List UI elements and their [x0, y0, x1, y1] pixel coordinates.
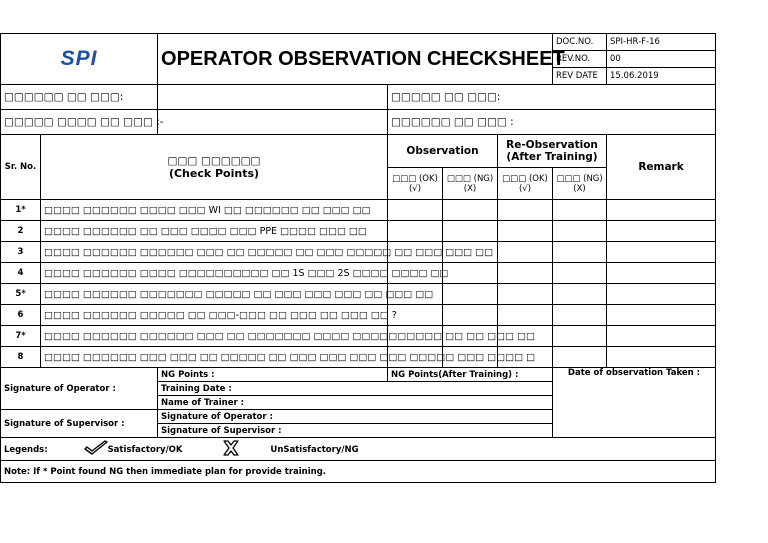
table-row — [1, 347, 716, 368]
sr-no-header: Sr. No. — [1, 135, 41, 200]
remark-cell[interactable] — [607, 221, 716, 242]
ng-points-label: NG Points : — [158, 368, 388, 382]
checksheet — [0, 33, 768, 483]
note-row: Note: If * Point found NG then immediate plan for provide training. — [1, 461, 716, 483]
remark-cell[interactable] — [607, 242, 716, 263]
obs-ng-cell[interactable] — [443, 305, 498, 326]
legends-label: Legends: — [4, 444, 48, 455]
reobs-ng-cell[interactable] — [553, 284, 607, 305]
reobs-ok-cell[interactable] — [498, 263, 553, 284]
rev-no-label: REV.NO. — [553, 51, 607, 68]
table-row — [1, 284, 716, 305]
reobs-ng-cell[interactable] — [553, 326, 607, 347]
sig-operator-label: Signature of Operator : — [1, 368, 158, 410]
table-row — [1, 305, 716, 326]
reobs-ok-cell[interactable] — [498, 221, 553, 242]
row-check-point: □□□□ □□□□□□ □□□□ □□□ WI □□ □□□□□□ □□ □□□ □□ — [41, 200, 388, 221]
remark-cell[interactable] — [607, 305, 716, 326]
row-sr: 3 — [1, 242, 41, 263]
row-sr: 2 — [1, 221, 41, 242]
obs-ok-cell[interactable] — [388, 200, 443, 221]
row-check-point: □□□□ □□□□□□ □□□□□□ □□□ □□ □□□□□□□ □□□□ □□□□□□□□□□ □□ □□ □□□ □□ — [41, 326, 388, 347]
date-observation-label: Date of observation Taken : — [553, 368, 716, 438]
remark-cell[interactable] — [607, 284, 716, 305]
rev-date-label: REV DATE — [553, 68, 607, 85]
reobs-ng-cell[interactable] — [553, 347, 607, 368]
reobs-ng-cell[interactable] — [553, 263, 607, 284]
table-row — [1, 242, 716, 263]
reobs-ok-cell[interactable] — [498, 284, 553, 305]
checkmark-icon — [83, 440, 109, 459]
re-observation-header: Re-Observation (After Training) — [498, 135, 607, 168]
sig-supervisor-2-label: Signature of Supervisor : — [158, 424, 553, 438]
rev-date-value: 15.06.2019 — [607, 68, 716, 85]
reobs-ok-header: □□□ (OK) (√) — [498, 168, 553, 200]
remark-cell[interactable] — [607, 200, 716, 221]
obs-ng-cell[interactable] — [443, 284, 498, 305]
trainer-name-label: Name of Trainer : — [158, 396, 553, 410]
reobs-ok-cell[interactable] — [498, 305, 553, 326]
info-row1-right: □□□□□ □□ □□□: — [388, 85, 716, 110]
doc-no-label: DOC.NO. — [553, 34, 607, 51]
obs-ng-header: □□□ (NG) (X) — [443, 168, 498, 200]
check-points-hi: □□□ □□□□□□ — [167, 154, 261, 167]
info-row1-left: □□□□□□ □□ □□□: — [1, 85, 158, 110]
training-date-label: Training Date : — [158, 382, 553, 396]
obs-ok-header: □□□ (OK) (√) — [388, 168, 443, 200]
unsatisfactory-label: UnSatisfactory/NG — [270, 444, 359, 455]
remark-cell[interactable] — [607, 326, 716, 347]
check-points-header — [41, 135, 388, 200]
row-sr: 8 — [1, 347, 41, 368]
doc-no-value: SPI-HR-F-16 — [607, 34, 716, 51]
reobs-ng-cell[interactable] — [553, 242, 607, 263]
ng-points-after-label: NG Points(After Training) : — [388, 368, 553, 382]
page-title: OPERATOR OBSERVATION CHECKSHEET — [158, 34, 553, 85]
reobs-ng-cell[interactable] — [553, 305, 607, 326]
legends-row — [1, 438, 716, 461]
row-check-point: □□□□ □□□□□□ □□□□□ □□ □□□-□□□ □□ □□□ □□ □□□ □□ ? — [41, 305, 388, 326]
obs-ok-cell[interactable] — [388, 221, 443, 242]
row-check-point: □□□□ □□□□□□ □□ □□□ □□□□ □□□ PPE □□□□ □□□ □□ — [41, 221, 388, 242]
observation-header: Observation — [388, 135, 498, 168]
info-row2-right: □□□□□□ □□ □□□ : — [388, 110, 716, 135]
row-sr: 1* — [1, 200, 41, 221]
row-sr: 7* — [1, 326, 41, 347]
reobs-ng-cell[interactable] — [553, 221, 607, 242]
table-row — [1, 326, 716, 347]
reobs-ng-cell[interactable] — [553, 200, 607, 221]
sig-supervisor-label: Signature of Supervisor : — [1, 410, 158, 438]
reobs-ok-cell[interactable] — [498, 242, 553, 263]
remark-header: Remark — [607, 135, 716, 200]
obs-ng-cell[interactable] — [443, 221, 498, 242]
cross-icon — [221, 439, 241, 460]
row-check-point: □□□□ □□□□□□ □□□ □□□ □□ □□□□□ □□ □□□ □□□ □□□ □□□ □□□□□ □□□ □□□□ □ — [41, 347, 388, 368]
remark-cell[interactable] — [607, 347, 716, 368]
reobs-ng-header: □□□ (NG) (X) — [553, 168, 607, 200]
table-row — [1, 263, 716, 284]
satisfactory-label: Satisfactory/OK — [107, 444, 183, 455]
row-sr: 5* — [1, 284, 41, 305]
row-check-point: □□□□ □□□□□□ □□□□□□ □□□ □□ □□□□□ □□ □□□ □□□□□ □□ □□□ □□□ □□ — [41, 242, 388, 263]
table-row — [1, 200, 716, 221]
row-check-point: □□□□ □□□□□□ □□□□ □□□□□□□□□□ □□ 1S □□□ 2S □□□□ □□□□ □□ — [41, 263, 388, 284]
logo-cell — [1, 34, 158, 85]
obs-ng-cell[interactable] — [443, 263, 498, 284]
checksheet-table — [0, 33, 716, 483]
remark-cell[interactable] — [607, 263, 716, 284]
row-sr: 6 — [1, 305, 41, 326]
obs-ng-cell[interactable] — [443, 200, 498, 221]
info-row2-left: □□□□□ □□□□ □□ □□□ :- — [1, 110, 158, 135]
company-logo: SPI — [60, 47, 98, 70]
row-sr: 4 — [1, 263, 41, 284]
sig-operator-2-label: Signature of Operator : — [158, 410, 553, 424]
info-row1-left-value[interactable] — [158, 85, 388, 110]
reobs-ok-cell[interactable] — [498, 200, 553, 221]
check-points-en: (Check Points) — [168, 166, 260, 180]
table-row — [1, 221, 716, 242]
rev-no-value: 00 — [607, 51, 716, 68]
info-row2-left-value[interactable] — [158, 110, 388, 135]
row-check-point: □□□□ □□□□□□ □□□□□□□ □□□□□ □□ □□□ □□□ □□□ □□ □□□ □□ — [41, 284, 388, 305]
